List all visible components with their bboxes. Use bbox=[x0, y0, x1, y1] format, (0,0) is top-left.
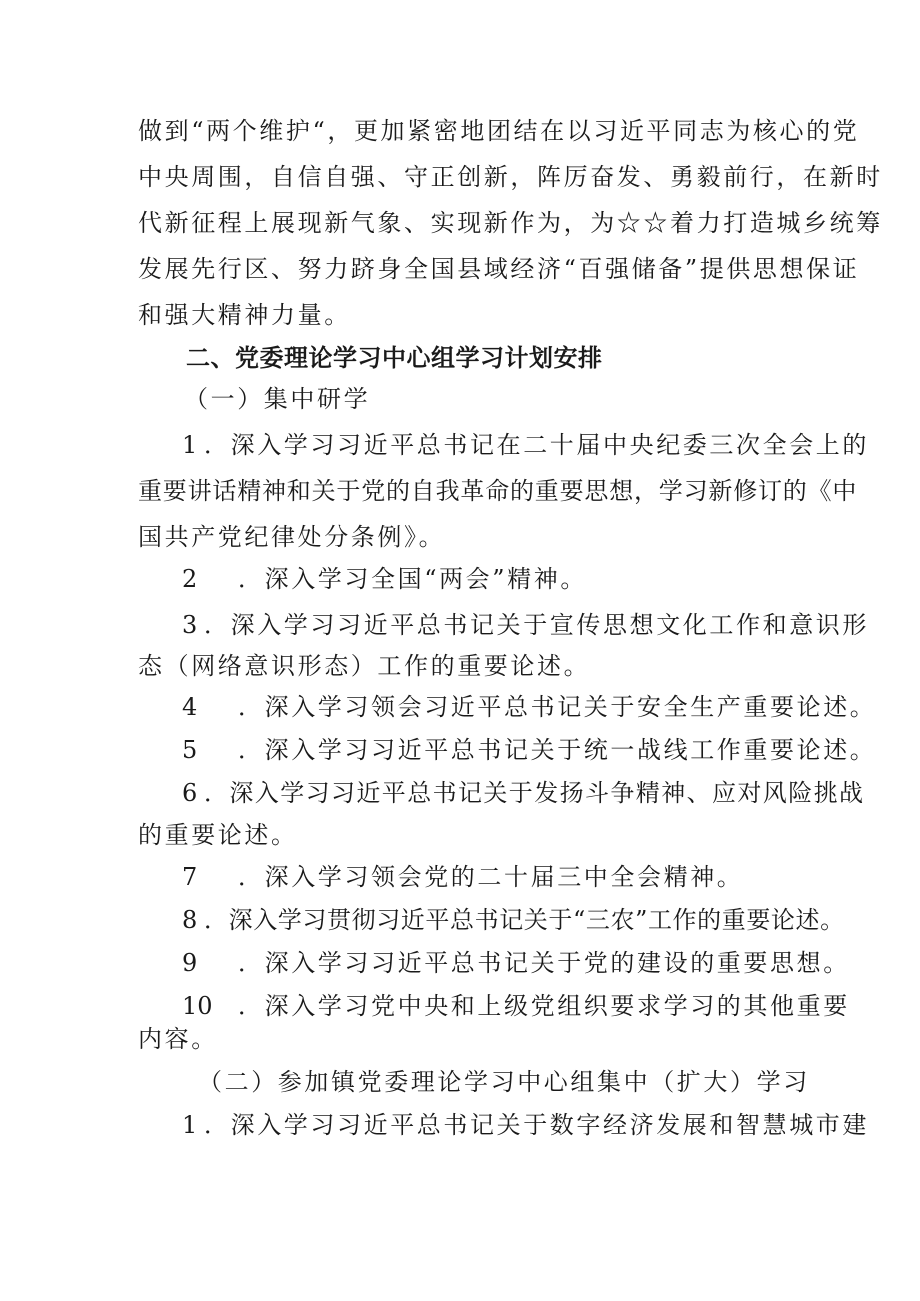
list-item-6-cont-1: 的重要论述。 bbox=[138, 821, 298, 849]
list-item-8 bbox=[182, 905, 845, 935]
item-text: ．深入学习习近平总书记在二十届中央纪委三次全会上的 bbox=[204, 431, 869, 459]
item-number: 6 bbox=[182, 779, 198, 807]
item-number: 3 bbox=[182, 611, 198, 639]
list-item-3-cont-1: 态（网络意识形态）工作的重要论述。 bbox=[138, 652, 591, 680]
item-text: ．深入学习习近平总书记关于统一战线工作重要论述。 bbox=[238, 736, 877, 764]
item-text: ．深入学习习近平总书记关于数字经济发展和智慧城市建 bbox=[204, 1111, 869, 1139]
list-item-10 bbox=[182, 991, 850, 1021]
item-number: 2 bbox=[182, 565, 198, 593]
list-item-4 bbox=[182, 692, 876, 722]
list-item-s2-1 bbox=[182, 1110, 869, 1140]
item-text: ．深入学习党中央和上级党组织要求学习的其他重要 bbox=[238, 992, 850, 1020]
item-number: 10 bbox=[182, 992, 213, 1020]
list-item-10-cont-1: 内容。 bbox=[138, 1025, 218, 1053]
subsection-2-title: （二）参加镇党委理论学习中心组集中（扩大）学习 bbox=[198, 1068, 810, 1096]
section-heading: 二、党委理论学习中心组学习计划安排 bbox=[186, 344, 603, 372]
list-item-5 bbox=[182, 735, 876, 765]
list-item-7 bbox=[182, 862, 743, 892]
intro-line-2: 中央周围，自信自强、守正创新，阵厉奋发、勇毅前行，在新时 bbox=[138, 163, 883, 191]
item-text: ．深入学习全国“两会”精神。 bbox=[238, 565, 587, 593]
list-item-6 bbox=[182, 778, 864, 808]
item-number: 1 bbox=[182, 1111, 198, 1139]
list-item-3 bbox=[182, 610, 869, 640]
item-text: ．深入学习领会习近平总书记关于安全生产重要论述。 bbox=[238, 693, 877, 721]
item-number: 9 bbox=[182, 949, 198, 977]
intro-line-1: 做到“两个维护“，更加紧密地团结在以习近平同志为核心的党 bbox=[138, 117, 860, 145]
item-number: 1 bbox=[182, 431, 198, 459]
subsection-1-title: （一）集中研学 bbox=[184, 385, 371, 413]
item-number: 5 bbox=[182, 736, 198, 764]
list-item-1-cont-1: 重要讲话精神和关于党的自我革命的重要思想，学习新修订的《中 bbox=[138, 477, 858, 505]
intro-line-4: 发展先行区、努力跻身全国县域经济“百强储备”提供思想保证 bbox=[138, 255, 860, 283]
item-text: ．深入学习贯彻习近平总书记关于“三农”工作的重要论述。 bbox=[204, 906, 845, 934]
list-item-2 bbox=[182, 564, 587, 594]
item-text: ．深入学习习近平总书记关于党的建设的重要思想。 bbox=[238, 949, 850, 977]
list-item-9 bbox=[182, 948, 850, 978]
item-number: 8 bbox=[182, 906, 198, 934]
list-item-1-cont-2: 国共产党纪律处分条例》。 bbox=[138, 523, 446, 551]
item-text: ．深入学习领会党的二十届三中全会精神。 bbox=[238, 863, 744, 891]
intro-line-3: 代新征程上展现新气象、实现新作为，为☆☆着力打造城乡统筹 bbox=[138, 209, 883, 237]
item-text: ．深入学习习近平总书记关于宣传思想文化工作和意识形 bbox=[204, 611, 869, 639]
item-text: ．深入学习习近平总书记关于发扬斗争精神、应对风险挑战 bbox=[204, 779, 865, 807]
item-number: 4 bbox=[182, 693, 198, 721]
list-item-1 bbox=[182, 430, 869, 460]
intro-line-5: 和强大精神力量。 bbox=[138, 301, 351, 329]
item-number: 7 bbox=[182, 863, 198, 891]
